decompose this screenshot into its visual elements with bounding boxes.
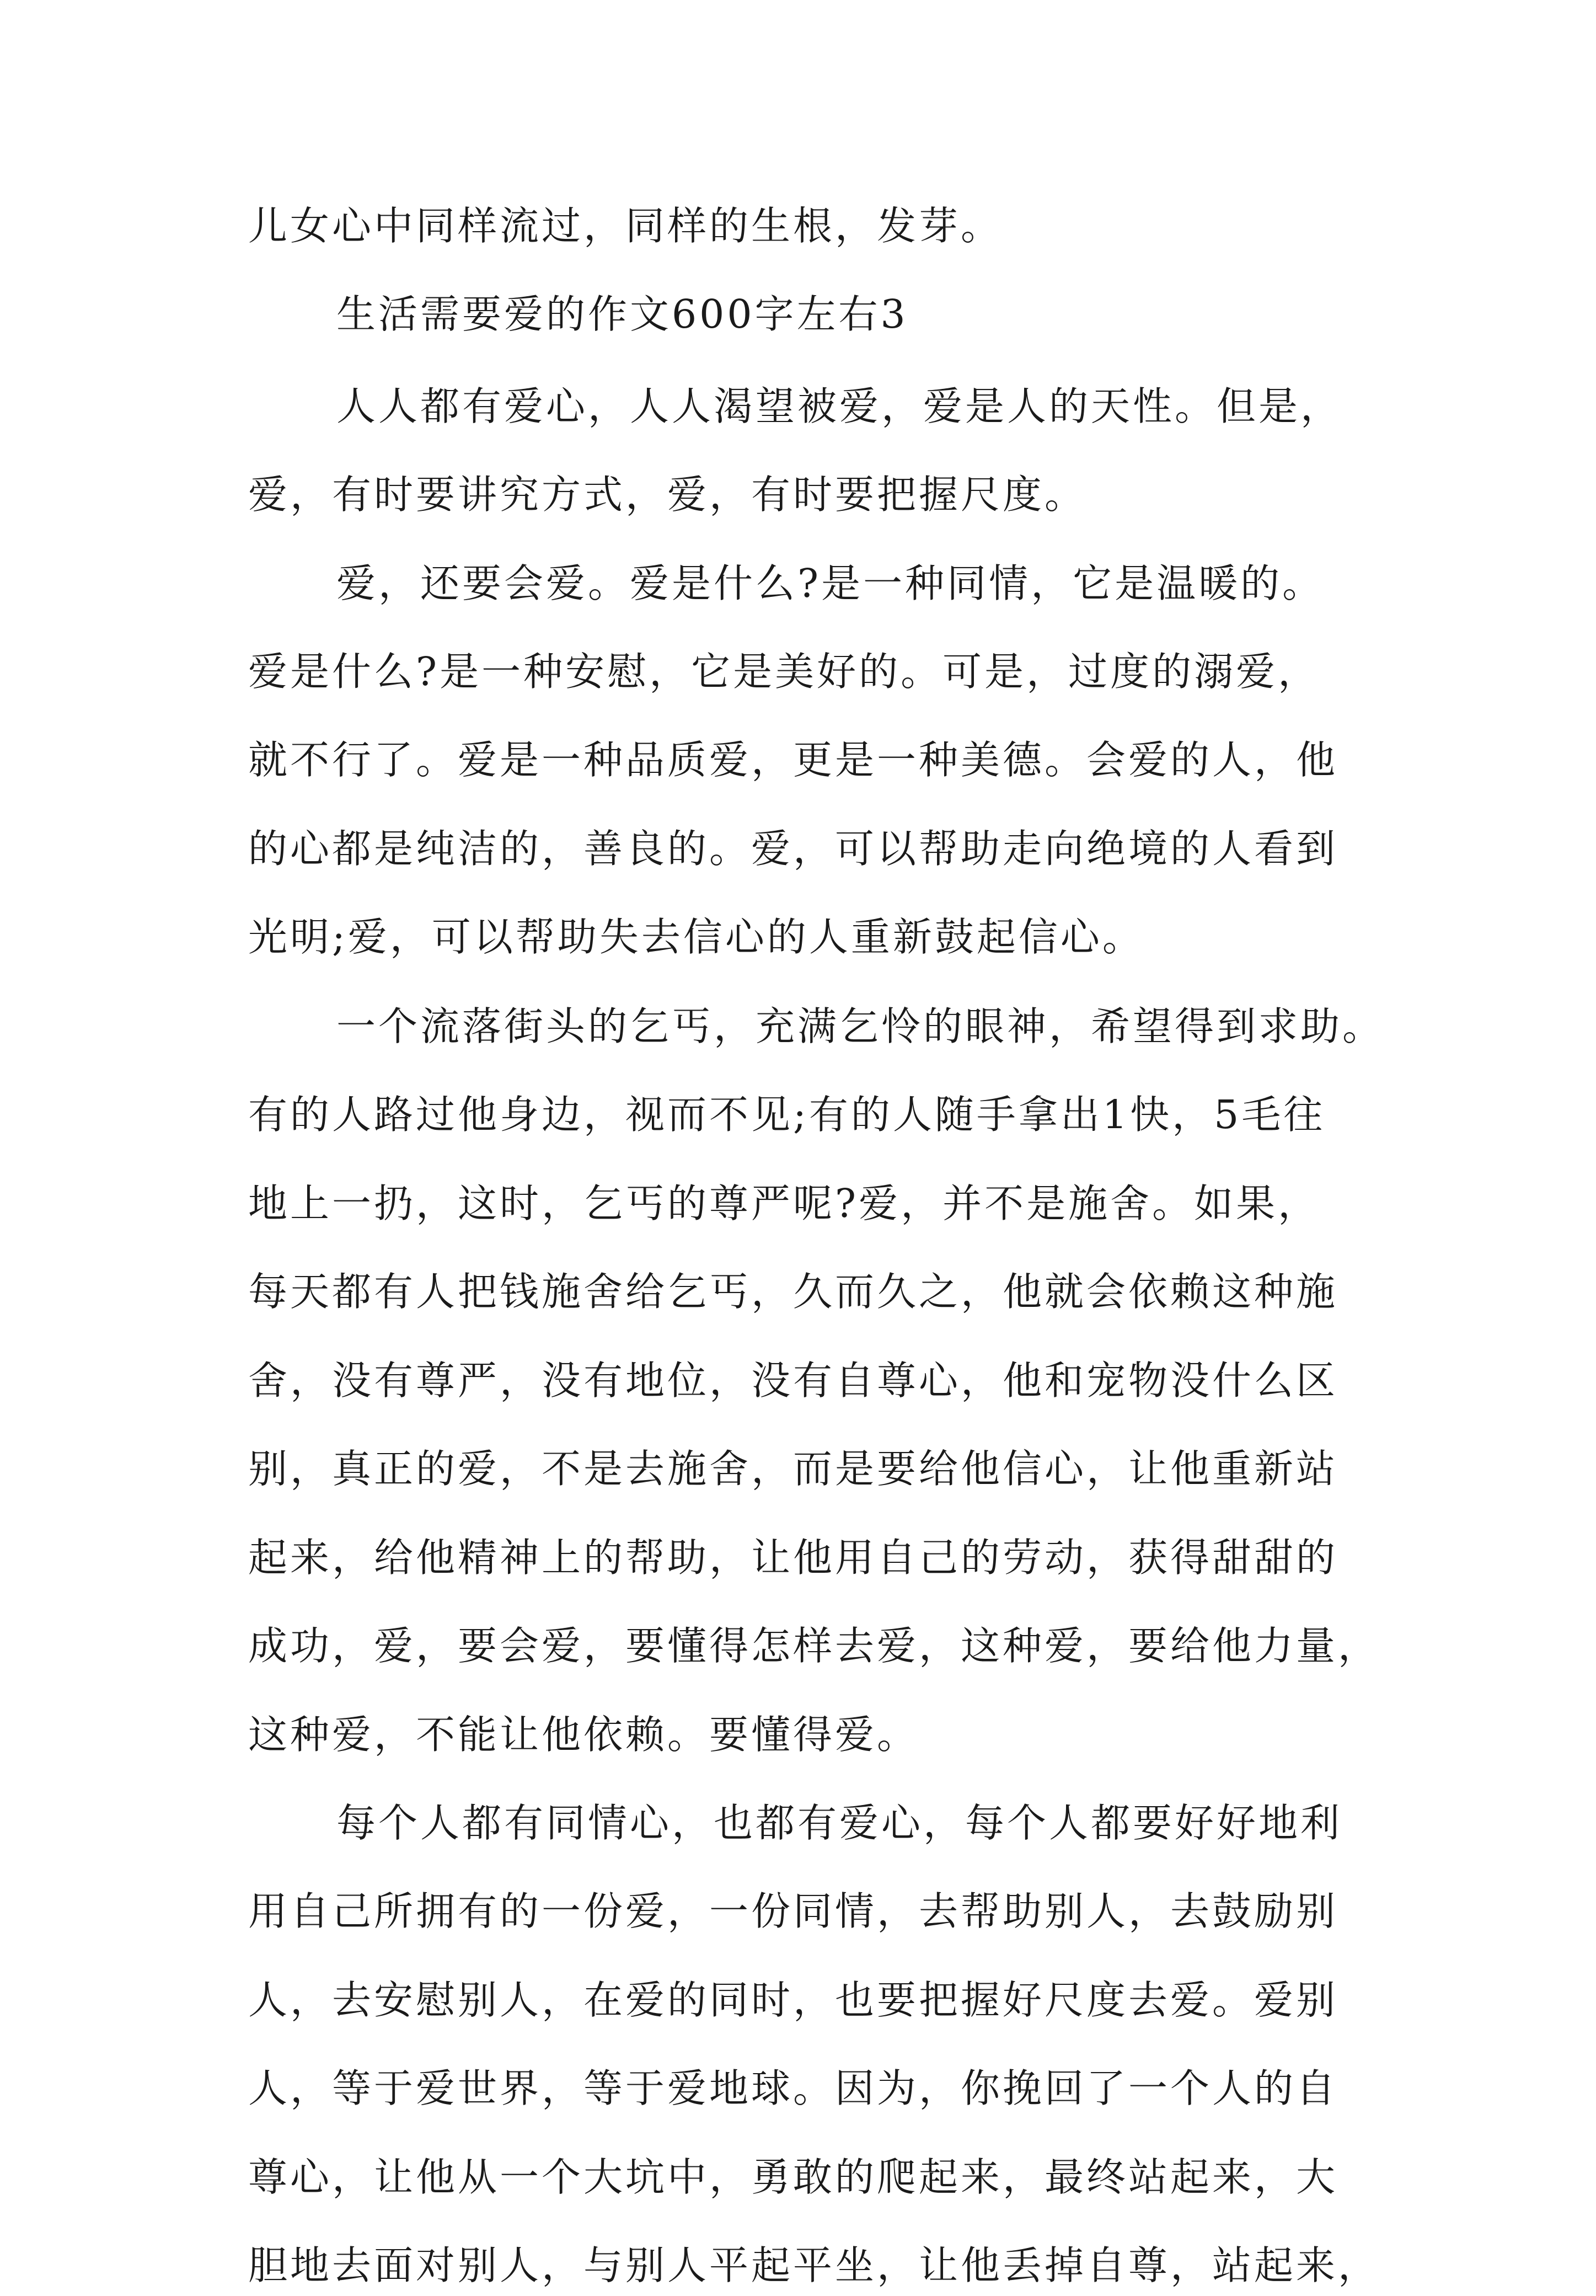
text-line: 舍，没有尊严，没有地位，没有自尊心，他和宠物没什么区 [248,1358,1338,1403]
text-line: 每天都有人把钱施舍给乞丐，久而久之，他就会依赖这种施 [248,1269,1338,1315]
text-line: 尊心，让他从一个大坑中，勇敢的爬起来，最终站起来，大 [248,2154,1338,2200]
text-line: 人，去安慰别人，在爱的同时，也要把握好尺度去爱。爱别 [248,1977,1338,2023]
text-line: 起来，给他精神上的帮助，让他用自己的劳动，获得甜甜的 [248,1535,1338,1580]
text-line: 就不行了。爱是一种品质爱，更是一种美德。会爱的人，他 [248,737,1338,783]
text-line: 爱是什么?是一种安慰，它是美好的。可是，过度的溺爱， [248,649,1320,695]
section-heading: 生活需要爱的作文600字左右3 [336,291,908,337]
text-line: 用自己所拥有的一份爱，一份同情，去帮助别人，去鼓励别 [248,1888,1338,1934]
text-line: 地上一扔，这时，乞丐的尊严呢?爱，并不是施舍。如果， [248,1181,1320,1226]
text-line: 胆地去面对别人，与别人平起平坐，让他丢掉自尊，站起来， [248,2242,1380,2288]
text-line: 爱，有时要讲究方式，爱，有时要把握尺度。 [248,472,1087,517]
text-line: 有的人路过他身边，视而不见;有的人随手拿出1快，5毛往 [248,1092,1326,1138]
text-line: 成功，爱，要会爱，要懂得怎样去爱，这种爱，要给他力量， [248,1623,1380,1669]
text-line: 每个人都有同情心，也都有爱心，每个人都要好好地利 [336,1800,1343,1846]
text-line: 儿女心中同样流过，同样的生根，发芽。 [248,203,1003,249]
text-line: 这种爱，不能让他依赖。要懂得爱。 [248,1712,919,1758]
text-line: 人，等于爱世界，等于爱地球。因为，你挽回了一个人的自 [248,2065,1338,2111]
text-line: 一个流落街头的乞丐，充满乞怜的眼神，希望得到求助。 [336,1003,1385,1049]
text-line: 的心都是纯洁的，善良的。爱，可以帮助走向绝境的人看到 [248,826,1338,872]
text-line: 光明;爱，可以帮助失去信心的人重新鼓起信心。 [248,914,1144,960]
text-line: 爱，还要会爱。爱是什么?是一种同情，它是温暖的。 [336,560,1325,606]
text-line: 人人都有爱心，人人渴望被爱，爱是人的天性。但是， [336,383,1343,429]
text-line: 别，真正的爱，不是去施舍，而是要给他信心，让他重新站 [248,1446,1338,1492]
